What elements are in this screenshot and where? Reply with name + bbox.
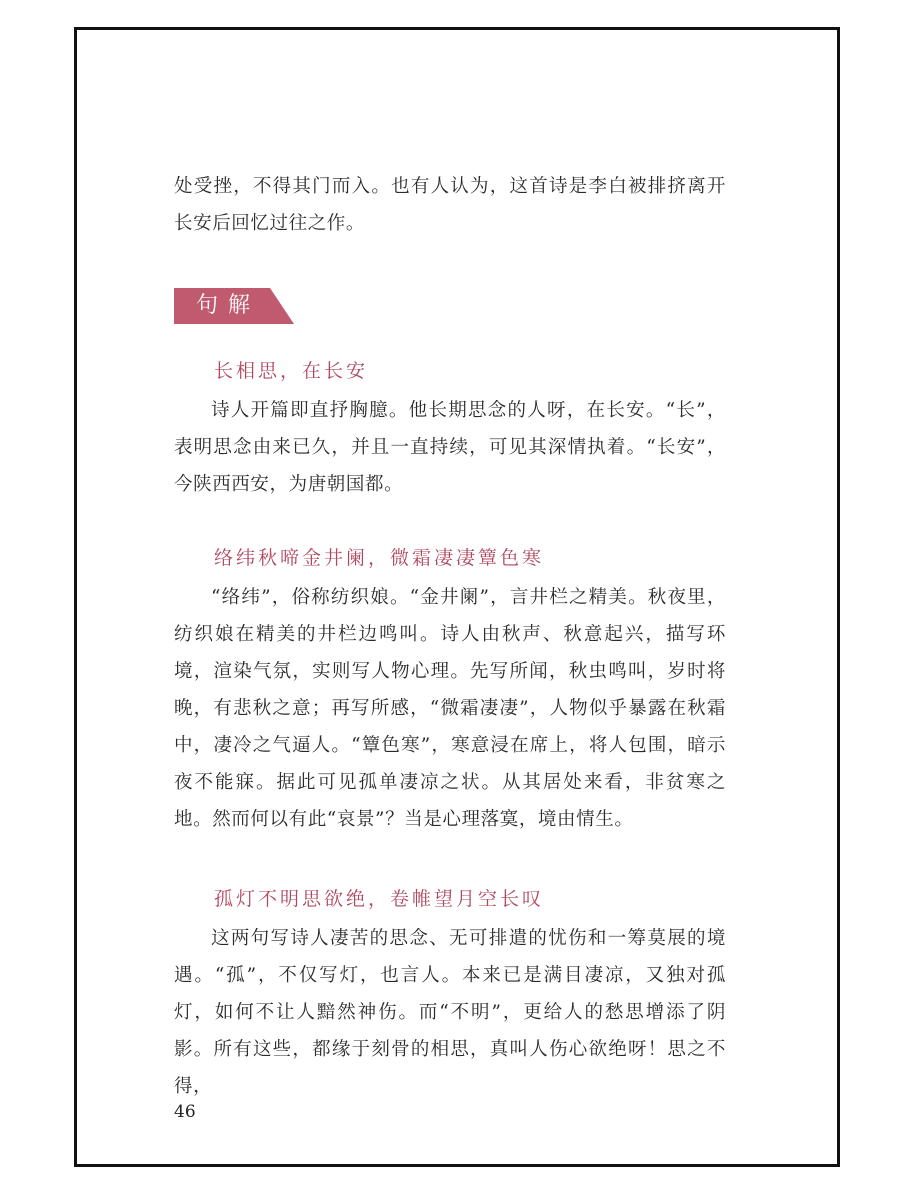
verse-title-3: 孤灯不明思欲绝，卷帷望月空长叹 — [214, 888, 545, 910]
intro-paragraph: 处受挫，不得其门而入。也有人认为，这首诗是李白被排挤离开长安后回忆过往之作。 — [174, 176, 726, 234]
section-title: 句解 — [196, 293, 261, 318]
verse-explanation-2 — [174, 579, 726, 838]
verse-title-2: 络纬秋啼金井阑，微霜凄凄簟色寒 — [214, 547, 545, 569]
verse-explanation-text: 这两句写诗人凄苦的思念、无可排遣的忧伤和一筹莫展的境遇。“孤”，不仅写灯，也言人。本来已是满目凄凉，又独对孤灯，如何不让人黯然神伤。而“不明”，更给人的愁思增添了阴影。所有这些，都缘于刻骨的相思，真叫人伤心欲绝呀！思之不得， — [174, 928, 726, 1097]
page-number: 46 — [174, 1102, 196, 1122]
verse-explanation-text: “络纬”，俗称纺织娘。“金井阑”，言井栏之精美。秋夜里，纺织娘在精美的井栏边鸣叫。诗人由秋声、秋意起兴，描写环境，渲染气氛，实则写人物心理。先写所闻，秋虫鸣叫，岁时将晚，有悲秋之意；再写所感，“微霜凄凄”，人物似乎暴露在秋霜中，凄冷之气逼人。“簟色寒”，寒意浸在席上，将人包围，暗示夜不能寐。据此可见孤单凄凉之状。从其居处来看，非贫寒之地。然而何以有此“哀景”？当是心理落寞，境由情生。 — [174, 587, 726, 830]
section-header — [174, 288, 294, 324]
verse-explanation-1 — [174, 392, 726, 503]
verse-explanation-text: 诗人开篇即直抒胸臆。他长期思念的人呀，在长安。“长”，表明思念由来已久，并且一直持续，可见其深情执着。“长安”，今陕西西安，为唐朝国都。 — [174, 400, 726, 495]
verse-title-1: 长相思，在长安 — [214, 360, 369, 382]
verse-explanation-3 — [174, 920, 726, 1105]
